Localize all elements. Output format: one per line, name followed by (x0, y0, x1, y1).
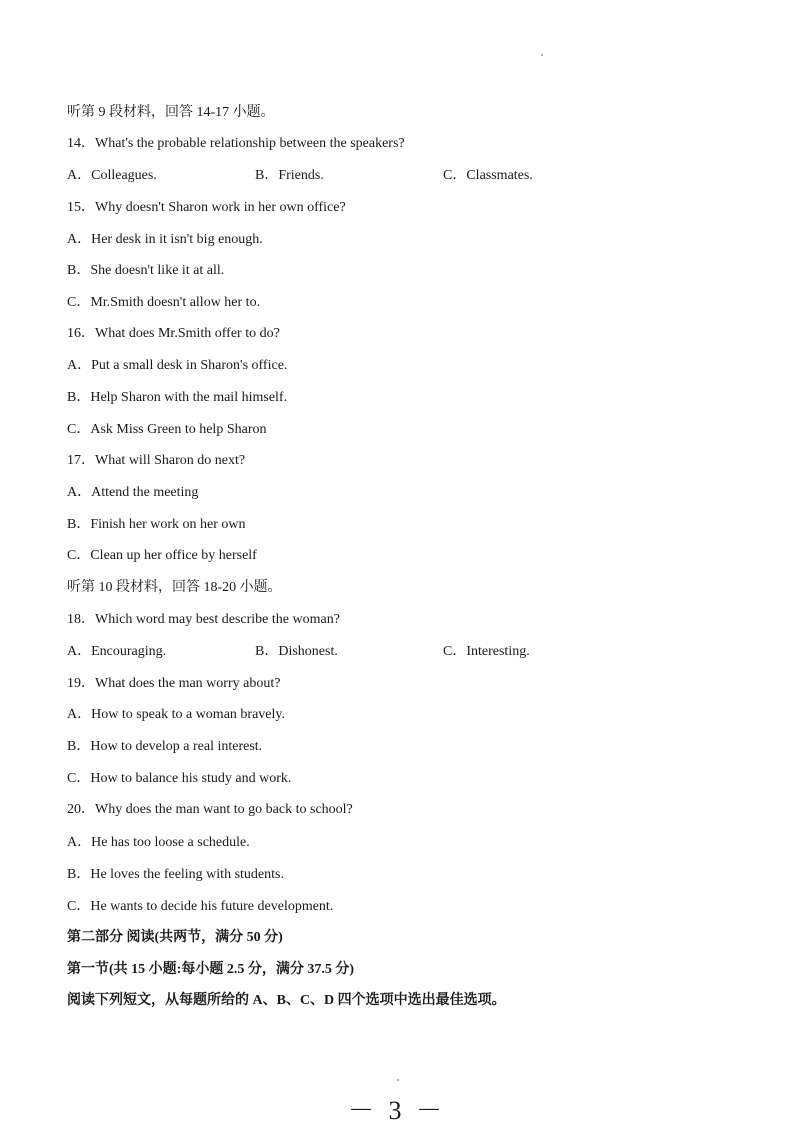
q14-option-a: A．Colleagues. (67, 168, 157, 183)
q18-option-c: C．Interesting. (443, 644, 530, 659)
q17-option-b: B．Finish her work on her own (67, 517, 246, 532)
question-15: 15．Why doesn't Sharon work in her own office? (67, 200, 346, 215)
question-17: 17．What will Sharon do next? (67, 453, 246, 468)
q15-option-b: B．She doesn't like it at all. (67, 263, 225, 278)
q19-option-c: C．How to balance his study and work. (67, 771, 292, 786)
q15-option-a: A．Her desk in it isn't big enough. (67, 232, 263, 247)
question-16: 16．What does Mr.Smith offer to do? (67, 326, 280, 341)
q17-option-a: A．Attend the meeting (67, 485, 199, 500)
q17-option-c: C．Clean up her office by herself (67, 548, 257, 563)
section-heading-9: 听第 9 段材料，回答 14-17 小题。 (67, 105, 275, 120)
question-18: 18．Which word may best describe the woman? (67, 612, 340, 627)
scan-speck (541, 54, 543, 56)
q19-option-b: B．How to develop a real interest. (67, 739, 263, 754)
q18-option-b: B．Dishonest. (255, 644, 338, 659)
part-two-heading: 第二部分 阅读(共两节，满分 50 分) (67, 930, 283, 945)
section-one-heading: 第一节(共 15 小题:每小题 2.5 分，满分 37.5 分) (67, 962, 354, 977)
q20-option-a: A．He has too loose a schedule. (67, 835, 250, 850)
q16-option-b: B．Help Sharon with the mail himself. (67, 390, 288, 405)
q14-option-c: C．Classmates. (443, 168, 533, 183)
q14-option-b: B．Friends. (255, 168, 324, 183)
reading-instruction: 阅读下列短文，从每题所给的 A、B、C、D 四个选项中选出最佳选项。 (67, 993, 506, 1008)
question-20: 20．Why does the man want to go back to school? (67, 802, 353, 817)
q20-option-b: B．He loves the feeling with students. (67, 867, 284, 882)
question-14: 14．What's the probable relationship between the speakers? (67, 136, 405, 151)
section-heading-10: 听第 10 段材料，回答 18-20 小题。 (67, 580, 282, 595)
q20-option-c: C．He wants to decide his future development. (67, 899, 334, 914)
q18-option-a: A．Encouraging. (67, 644, 167, 659)
q19-option-a: A．How to speak to a woman bravely. (67, 707, 285, 722)
scan-speck (397, 1079, 399, 1081)
q15-option-c: C．Mr.Smith doesn't allow her to. (67, 295, 261, 310)
q16-option-c: C．Ask Miss Green to help Sharon (67, 422, 267, 437)
question-19: 19．What does the man worry about? (67, 676, 281, 691)
q16-option-a: A．Put a small desk in Sharon's office. (67, 358, 288, 373)
page-number: － 3 － (347, 1096, 446, 1125)
